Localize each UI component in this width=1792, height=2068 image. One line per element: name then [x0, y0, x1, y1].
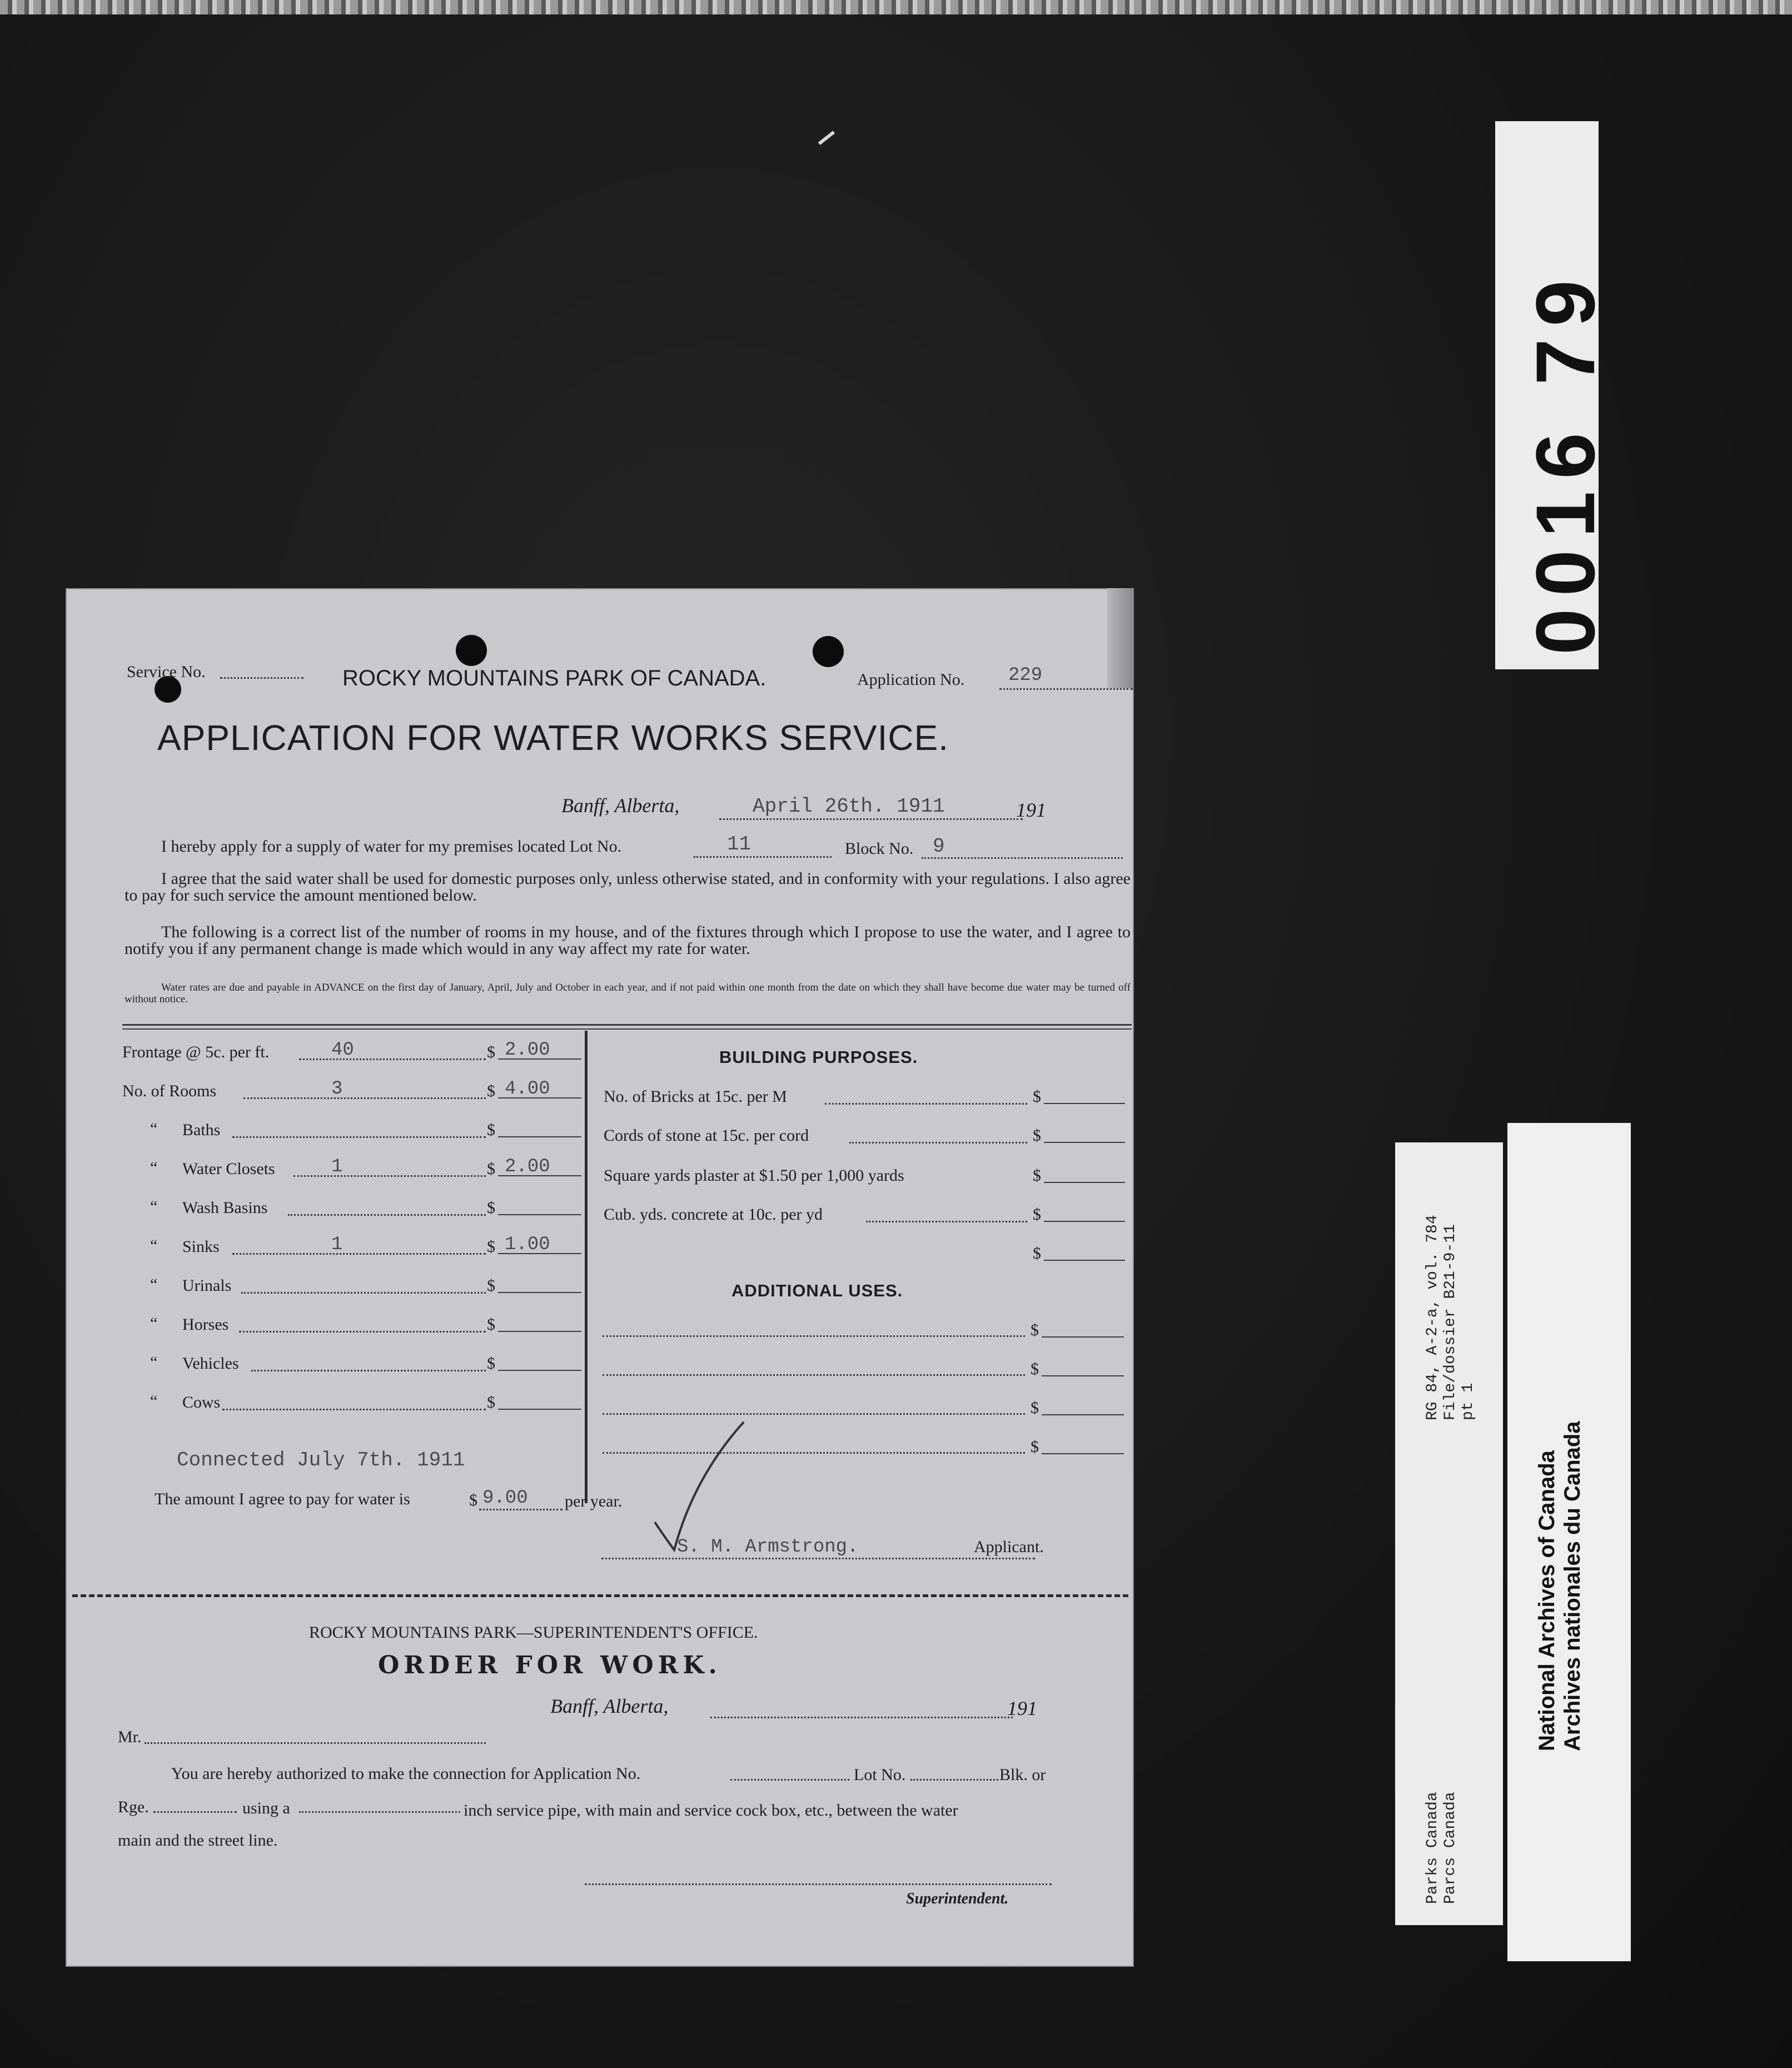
fixtures-paragraph: The following is a correct list of the number of rooms in my house, and of the fixtures through which I propose to use the water, and I agree to notify you if any permanent change is made which would in any way affect my rate for water. [125, 923, 1131, 958]
divider [122, 1024, 1132, 1026]
fixture-label-wash-basins: Wash Basins [182, 1199, 268, 1217]
fixture-amount-line [498, 1370, 581, 1371]
fixture-amount-rooms: 4.00 [505, 1078, 550, 1100]
org-english: Parks Canada [1424, 1792, 1441, 1904]
additional-amount-line [1042, 1375, 1124, 1376]
dollar-sign: $ [487, 1199, 495, 1217]
order-place: Banff, Alberta, [550, 1695, 669, 1717]
fixture-dots [239, 1331, 486, 1333]
order-line2-a: Rge. [118, 1798, 149, 1816]
order-mr-label: Mr. [118, 1728, 142, 1746]
fixture-amount-line [498, 1136, 581, 1137]
block-no: 9 [933, 835, 945, 858]
additional-dots [603, 1374, 1025, 1376]
dollar-sign: $ [1031, 1399, 1039, 1417]
order-office: ROCKY MOUNTAINS PARK—SUPERINTENDENT'S OFFICE. [309, 1623, 758, 1642]
fixture-dots [232, 1136, 486, 1138]
ditto-mark: “ [150, 1392, 158, 1410]
connected-note: Connected July 7th. 1911 [177, 1449, 465, 1472]
dollar-sign: $ [469, 1491, 477, 1509]
fixture-amount-frontage: 2.00 [505, 1040, 550, 1061]
fixture-amount-line [498, 1331, 581, 1332]
fixture-dots [222, 1409, 486, 1410]
building-dots [825, 1103, 1027, 1105]
dateline-year: 191 [1016, 799, 1046, 821]
fixture-qty-frontage: 40 [331, 1040, 354, 1061]
dollar-sign: $ [487, 1276, 495, 1295]
building-amount-line [1044, 1103, 1125, 1104]
order-year: 191 [1007, 1697, 1037, 1719]
order-pipe-field [299, 1811, 460, 1813]
amount-value: 9.00 [482, 1488, 528, 1509]
application-no: 229 [1008, 665, 1043, 686]
dollar-sign: $ [487, 1354, 495, 1373]
agreement-paragraph: I agree that the said water shall be used for domestic purposes only, unless otherwise stated, and in conformity with your regulations. I also agree to pay for such service the amount mentioned below. [125, 869, 1131, 904]
applicant-field [601, 1558, 1035, 1559]
dollar-sign: $ [1033, 1244, 1041, 1262]
building-dots [866, 1221, 1027, 1222]
date-field [719, 818, 1023, 820]
building-item-plaster: Square yards plaster at $1.50 per 1,000 yards [604, 1166, 904, 1185]
tear-line [72, 1594, 1128, 1597]
service-no-field [220, 677, 303, 679]
archives-name-fr: Archives nationales du Canada [1560, 1421, 1585, 1751]
fixture-label-rooms: No. of Rooms [122, 1082, 217, 1100]
order-line2-b: using a [242, 1799, 290, 1817]
dollar-sign: $ [1033, 1205, 1041, 1224]
building-amount-line [1044, 1182, 1125, 1183]
ref-file: File/dossier B21-9-11 [1442, 1224, 1459, 1420]
superintendent-signature-field [585, 1883, 1052, 1885]
dollar-sign: $ [487, 1160, 495, 1178]
order-line1-b: Lot No. [854, 1766, 906, 1784]
fixture-amount-sinks: 1.00 [505, 1234, 550, 1255]
dollar-sign: $ [487, 1315, 495, 1334]
additional-amount-line [1042, 1453, 1124, 1454]
dollar-sign: $ [1033, 1087, 1041, 1106]
stamp-number: 0016 79 [1519, 267, 1612, 655]
fixture-dots [241, 1292, 486, 1294]
applicant-label: Applicant. [974, 1538, 1044, 1556]
fixture-amount-line [498, 1097, 581, 1098]
ditto-mark: “ [150, 1236, 158, 1255]
dollar-sign: $ [487, 1121, 495, 1139]
archive-stamp [1495, 121, 1612, 669]
dollar-sign: $ [1033, 1166, 1041, 1185]
building-amount-line [1044, 1260, 1125, 1261]
application-form [66, 588, 1134, 1967]
order-line3: main and the street line. [118, 1831, 278, 1850]
additional-amount-line [1042, 1336, 1124, 1338]
building-item-concrete: Cub. yds. concrete at 10c. per yd [604, 1205, 823, 1224]
ditto-mark: “ [150, 1120, 158, 1138]
ditto-mark: “ [150, 1159, 158, 1177]
punch-hole [813, 636, 844, 667]
lot-no-field [694, 856, 832, 858]
order-line1-a: You are hereby authorized to make the connection for Application No. [171, 1764, 641, 1783]
fixture-dots [288, 1214, 486, 1216]
dateline-place: Banff, Alberta, [561, 794, 680, 817]
fixture-dots [293, 1175, 486, 1177]
building-purposes-heading: BUILDING PURPOSES. [719, 1047, 918, 1067]
fixture-dots [232, 1253, 486, 1255]
national-archives-label [1507, 1123, 1631, 1961]
additional-uses-heading: ADDITIONAL USES. [731, 1281, 903, 1300]
service-no-label: Service No. [127, 663, 206, 681]
fixture-amount-line [498, 1253, 581, 1254]
fixture-amount-line [498, 1292, 581, 1293]
fixture-label-urinals: Urinals [182, 1276, 232, 1295]
page-curl [1107, 588, 1134, 688]
fixture-qty-rooms: 3 [331, 1078, 343, 1100]
ditto-mark: “ [150, 1353, 158, 1371]
fixture-amount-line [498, 1214, 581, 1215]
fixture-label-sinks: Sinks [182, 1237, 220, 1256]
building-item-bricks: No. of Bricks at 15c. per M [604, 1087, 787, 1106]
rates-notice: Water rates are due and payable in ADVANCE on the first day of January, April, July and October in each year, and if not paid within one month from the date on which they shall have become due water may be turned off without notice. [125, 982, 1131, 1005]
application-no-field [999, 688, 1133, 690]
building-amount-line [1044, 1142, 1125, 1143]
column-divider [585, 1031, 588, 1503]
fixture-amount-line [498, 1058, 581, 1060]
order-mr-field [145, 1742, 486, 1744]
fixture-qty-water-closets: 1 [331, 1156, 343, 1177]
additional-amount-line [1042, 1414, 1124, 1415]
fixture-label-frontage: Frontage @ 5c. per ft. [122, 1043, 270, 1061]
ditto-mark: “ [150, 1314, 158, 1333]
order-rge-field [153, 1811, 237, 1813]
fixture-dots [299, 1058, 486, 1060]
order-line2-c: inch service pipe, with main and service cock box, etc., between the water [464, 1801, 958, 1820]
amount-prefix: The amount I agree to pay for water is [155, 1490, 410, 1508]
fixture-amount-line [498, 1409, 581, 1410]
fixture-label-horses: Horses [182, 1315, 229, 1334]
dollar-sign: $ [487, 1237, 495, 1256]
order-date-field [710, 1717, 1013, 1718]
amount-field [479, 1509, 563, 1510]
ref-volume: RG 84, A-2-a, vol. 784 [1424, 1215, 1441, 1420]
ref-part: pt 1 [1460, 1383, 1477, 1420]
application-no-label: Application No. [857, 670, 965, 689]
archive-reference-label [1395, 1142, 1503, 1925]
fixture-dots [251, 1370, 486, 1371]
lot-no: 11 [727, 833, 751, 856]
ditto-mark: “ [150, 1275, 158, 1294]
dollar-sign: $ [1031, 1360, 1039, 1378]
org-french: Parcs Canada [1442, 1792, 1459, 1904]
ditto-mark: “ [150, 1197, 158, 1216]
additional-dots [603, 1335, 1025, 1337]
building-amount-line [1044, 1221, 1125, 1222]
building-item-stone: Cords of stone at 15c. per cord [604, 1126, 809, 1145]
form-title: APPLICATION FOR WATER WORKS SERVICE. [157, 718, 949, 758]
order-application-field [730, 1779, 849, 1781]
fixture-label-baths: Baths [182, 1121, 221, 1139]
check-mark-icon [649, 1411, 749, 1555]
fixture-amount-line [498, 1175, 581, 1176]
amount-suffix: per year. [565, 1492, 623, 1510]
dollar-sign: $ [1033, 1126, 1041, 1145]
applicant-signature: S. M. Armstrong. [677, 1537, 859, 1558]
order-lot-field [910, 1779, 998, 1781]
fixture-dots [243, 1097, 486, 1099]
dollar-sign: $ [1031, 1321, 1039, 1339]
fixture-label-cows: Cows [182, 1393, 221, 1411]
film-edge [0, 0, 1792, 14]
block-no-field [922, 857, 1123, 859]
divider [122, 1028, 1132, 1030]
application-date: April 26th. 1911 [753, 795, 945, 818]
punch-hole [456, 635, 487, 666]
fixture-qty-sinks: 1 [331, 1234, 343, 1255]
order-line1-c: Blk. or [999, 1766, 1046, 1784]
dollar-sign: $ [1031, 1438, 1039, 1456]
order-title: ORDER FOR WORK. [378, 1651, 721, 1679]
superintendent-label: Superintendent. [906, 1890, 1009, 1907]
fixture-label-vehicles: Vehicles [182, 1354, 239, 1373]
fixture-amount-water-closets: 2.00 [505, 1156, 550, 1177]
park-name: ROCKY MOUNTAINS PARK OF CANADA. [342, 666, 766, 690]
premises-text: I hereby apply for a supply of water for my premises located Lot No. [161, 837, 622, 856]
archives-name-en: National Archives of Canada [1535, 1450, 1559, 1751]
building-dots [849, 1142, 1027, 1144]
dollar-sign: $ [487, 1393, 495, 1411]
block-no-label: Block No. [845, 839, 914, 858]
dollar-sign: $ [487, 1043, 495, 1061]
dollar-sign: $ [487, 1082, 495, 1100]
fixture-label-water-closets: Water Closets [182, 1160, 275, 1178]
